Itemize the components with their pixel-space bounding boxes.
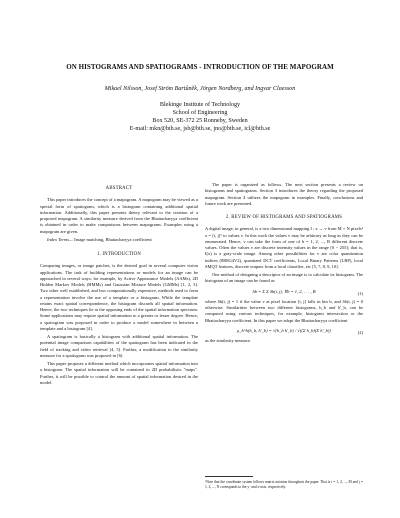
affiliation-block [0, 102, 400, 134]
equation-1-number: (1) [357, 290, 363, 296]
affiliation-email: E-mail: mkn@bth.se, jsb@bth.se, jno@bth.se, icl@bth.se [129, 125, 271, 132]
paper-authors: Mikael Nilsson, Josef Ström Bartůněk, Jörgen Nordberg, and Ingvar Claesson [104, 86, 296, 92]
index-terms [40, 237, 198, 243]
affiliation-line: School of Engineering [172, 109, 228, 116]
footnote: ¹Note that the coordinate system follows matrix notation throughout the paper. That is i = 1, 2, ..., M and j = 1, 2, ..., N corresponds to the y- and x-axis, respectively. [205, 480, 363, 489]
intro-paragraph-2: A spatiogram is basically a histogram with additional spatial information. The potential image comparison capabilities of the spatiogram has been indicated in the field of tracking and video retrieval [4, 5]. Further, a modification to the similarity measure for a spatiogram was proposed in [6]. [40, 334, 198, 358]
section-2-heading: 2. REVIEW OF HISTOGRAMS AND SPATIOGRAMS [225, 215, 343, 220]
equation-2-number: (2) [357, 329, 363, 335]
review-paragraph-2: One method of designing a descriptor of an image is to calculate its histogram. The histogram of an image can be found as [205, 272, 363, 284]
intro-paragraph-3: This paper proposes a different method which incorporates spatial information into a histogram. The spatial information will be contained in 2D probabilistic "maps". Further, it will be possible to control the amount of spatial information desired in the model. [40, 361, 198, 385]
equation-1 [205, 289, 363, 295]
review-paragraph-4: as the similarity measure. [205, 338, 251, 343]
introduction-heading: 1. INTRODUCTION [96, 252, 142, 257]
paper-title: ON HISTOGRAMS AND SPATIOGRAMS - INTRODUCTION OF THE MAPOGRAM [66, 63, 334, 71]
footnote-rule [205, 476, 253, 477]
affiliation-line: Box 520, SE-372 25 Ronneby, Sweden [152, 117, 248, 124]
left-column [40, 182, 198, 388]
affiliation-line: Blekinge Institute of Technology [159, 102, 241, 108]
index-terms-text: Image matching, Bhattacharyya coefficient [72, 236, 152, 242]
organization-paragraph: The paper is organized as follows. The next section presents a review on histograms and spatiograms. Section 3 introduces the theory regarding the proposed mapogram. Section 4 utilizes the mapogram in examples. Finally, conclusions and future work are presented. [205, 182, 363, 206]
review-paragraph-3: where δb(i, j) = 1 if the value v at pixel location [i, j] falls in bin b, and δb(i, j) = 0 otherwise. Similarities between two different histograms, h_b and h'_b, can be computed using various techniques, for example, histogram intersection or the Bhattacharyya coefficient. In this paper we adopt the Bhattacharyya coefficient [205, 298, 363, 323]
abstract-text: This paper introduces the concept of a mapogram. A mapogram may be viewed as a special form of spatiogram, which is a histogram containing additional spatial information. Additionally, this paper presents theory relevant to the creation of a proposed mapogram. A similarity measure derived from the Bhattacharyya coefficient is obtained in order to make comparisons between mapograms. Examples using a mapogram are given. [40, 197, 198, 234]
right-column [205, 182, 363, 346]
review-paragraph-1: A digital image, in general, is a two dimensional mapping I : x → v from M × N pixels¹ x = [i, j]ᵀ to values v. In this work the values v may be arbitrary as long as they can be enumerated. Hence, v can take the form of one of b = 1, 2, ..., B different discrete values. Often the values v are discrete intensity values in the range [0 − 255]; that is, I(x) is a gray-scale image. Among other possibilities for v are color quantization indices (8R8G4V2), quantized DCT coefficients, Local Binary Patterns (LBP), local SMQT features, discrete outputs from a local classifier, etc [5, 7, 8, 9, 10]. [205, 226, 363, 269]
intro-paragraph-1: Comparing images, or image patches, is the desired goal in several computer vision applications. The task of building representations or models for an image can be approached in several ways: for example, by Active Appearance Models (AAMs), 2D Hidden Markov Models (HMMs) and Gaussian Mixture Models (GMMs) [1, 2, 3]. Two other well established, and less computationally expensive, methods used to form a representation involve the use of a template or a histogram. While the template retains exact spatial correspondence, the histogram discards all spatial information. Hence, the two techniques lie at the opposing ends of the spatial information spectrum. Some applications may require spatial information to a greater or lesser degree. Hence, a spatiogram was proposed in order to produce a model somewhere in between a template and a histogram [4]. [40, 263, 198, 331]
equation-2-body: ρ_b^h(h_b, h'_b) = √(h_b h'_b) / √((Σ h_b)(Σ h'_b)) [237, 327, 331, 333]
abstract-heading: ABSTRACT [105, 186, 133, 191]
index-terms-label: Index Terms— [47, 236, 73, 242]
equation-2 [205, 328, 363, 334]
equation-1-body: hb = Σ Σ δb(i, j), ∀b = 1, 2, . . . , B [252, 288, 316, 294]
